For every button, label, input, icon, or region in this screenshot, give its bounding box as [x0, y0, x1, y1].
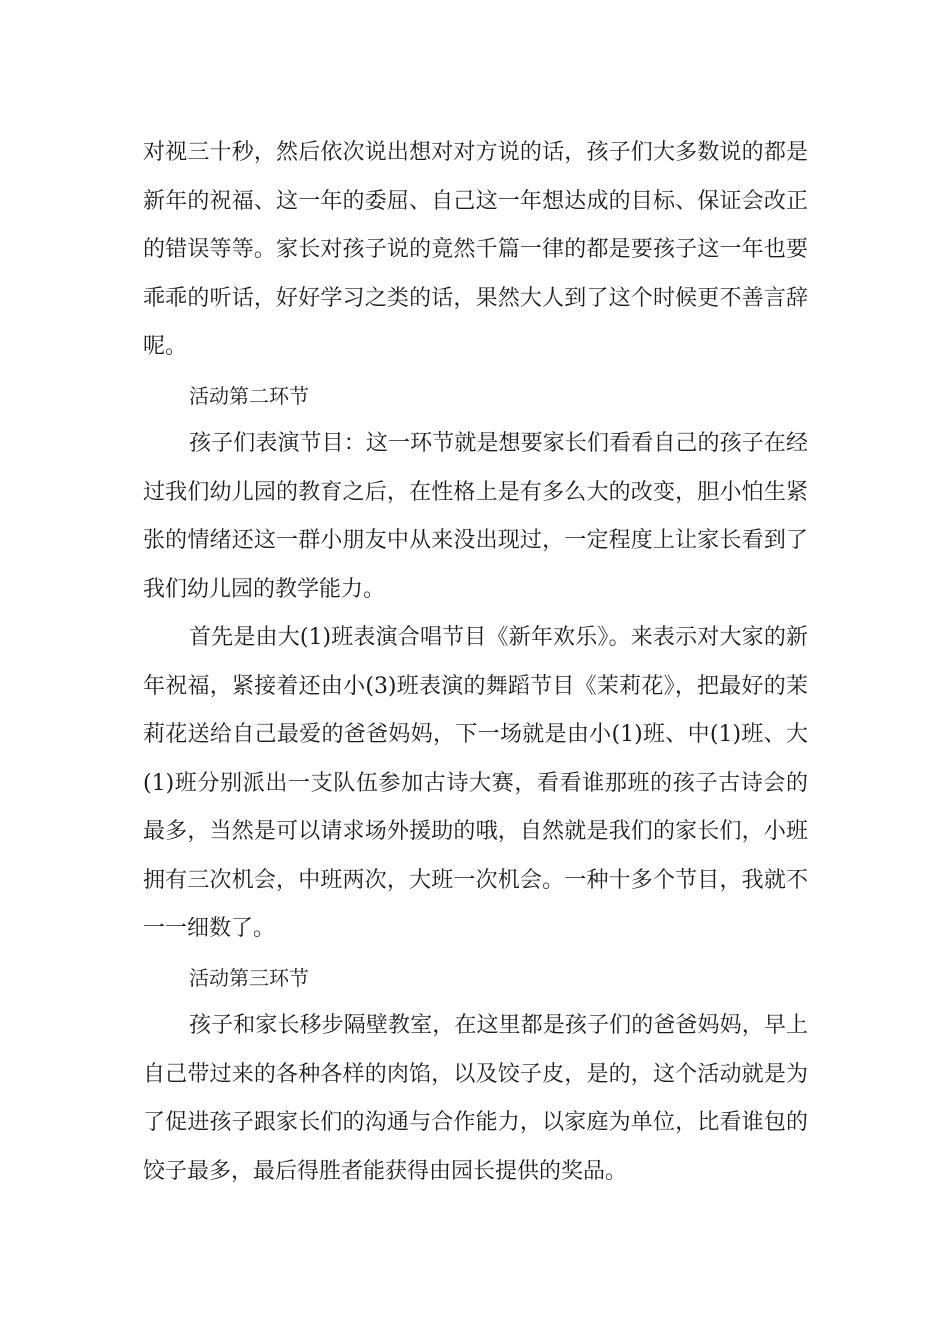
section-heading-3: 活动第三环节 [189, 965, 309, 990]
paragraph-dumplings: 孩子和家长移步隔壁教室，在这里都是孩子们的爸爸妈妈，早上自己带过来的各种各样的肉馅，以及饺子皮，是的，这个活动就是为了促进孩子跟家长们的沟通与合作能力，以家庭为单位，比看谁包的饺子最多，最后得胜者能获得由园长提供的奖品。 [143, 1013, 808, 1184]
paragraph-program-list: 首先是由大(1)班表演合唱节目《新年欢乐》。来表示对大家的新年祝福，紧接着还由小(3)班表演的舞蹈节目《茉莉花》，把最好的茉莉花送给自己最爱的爸爸妈妈，下一场就是由小(1)班、中(1)班、大(1)班分别派出一支队伍参加古诗大赛，看看谁那班的孩子古诗会的最多，当然是可以请求场外援助的哦，自然就是我们的家长们，小班拥有三次机会，中班两次，大班一次机会。一种十多个节目，我就不一一细数了。 [143, 625, 808, 941]
paragraph-continuation: 对视三十秒，然后依次说出想对对方说的话，孩子们大多数说的都是新年的祝福、这一年的委屈、自己这一年想达成的目标、保证会改正的错误等等。家长对孩子说的竟然千篇一律的都是要孩子这一年也要乖乖的听话，好好学习之类的话，果然大人到了这个时候更不善言辞呢。 [143, 140, 808, 359]
paragraph-performances: 孩子们表演节目：这一环节就是想要家长们看看自己的孩子在经过我们幼儿园的教育之后，在性格上是有多么大的改变，胆小怕生紧张的情绪还这一群小朋友中从来没出现过，一定程度上让家长看到了我们幼儿园的教学能力。 [143, 431, 808, 602]
document-body [143, 129, 808, 1196]
section-heading-2: 活动第二环节 [189, 383, 309, 408]
